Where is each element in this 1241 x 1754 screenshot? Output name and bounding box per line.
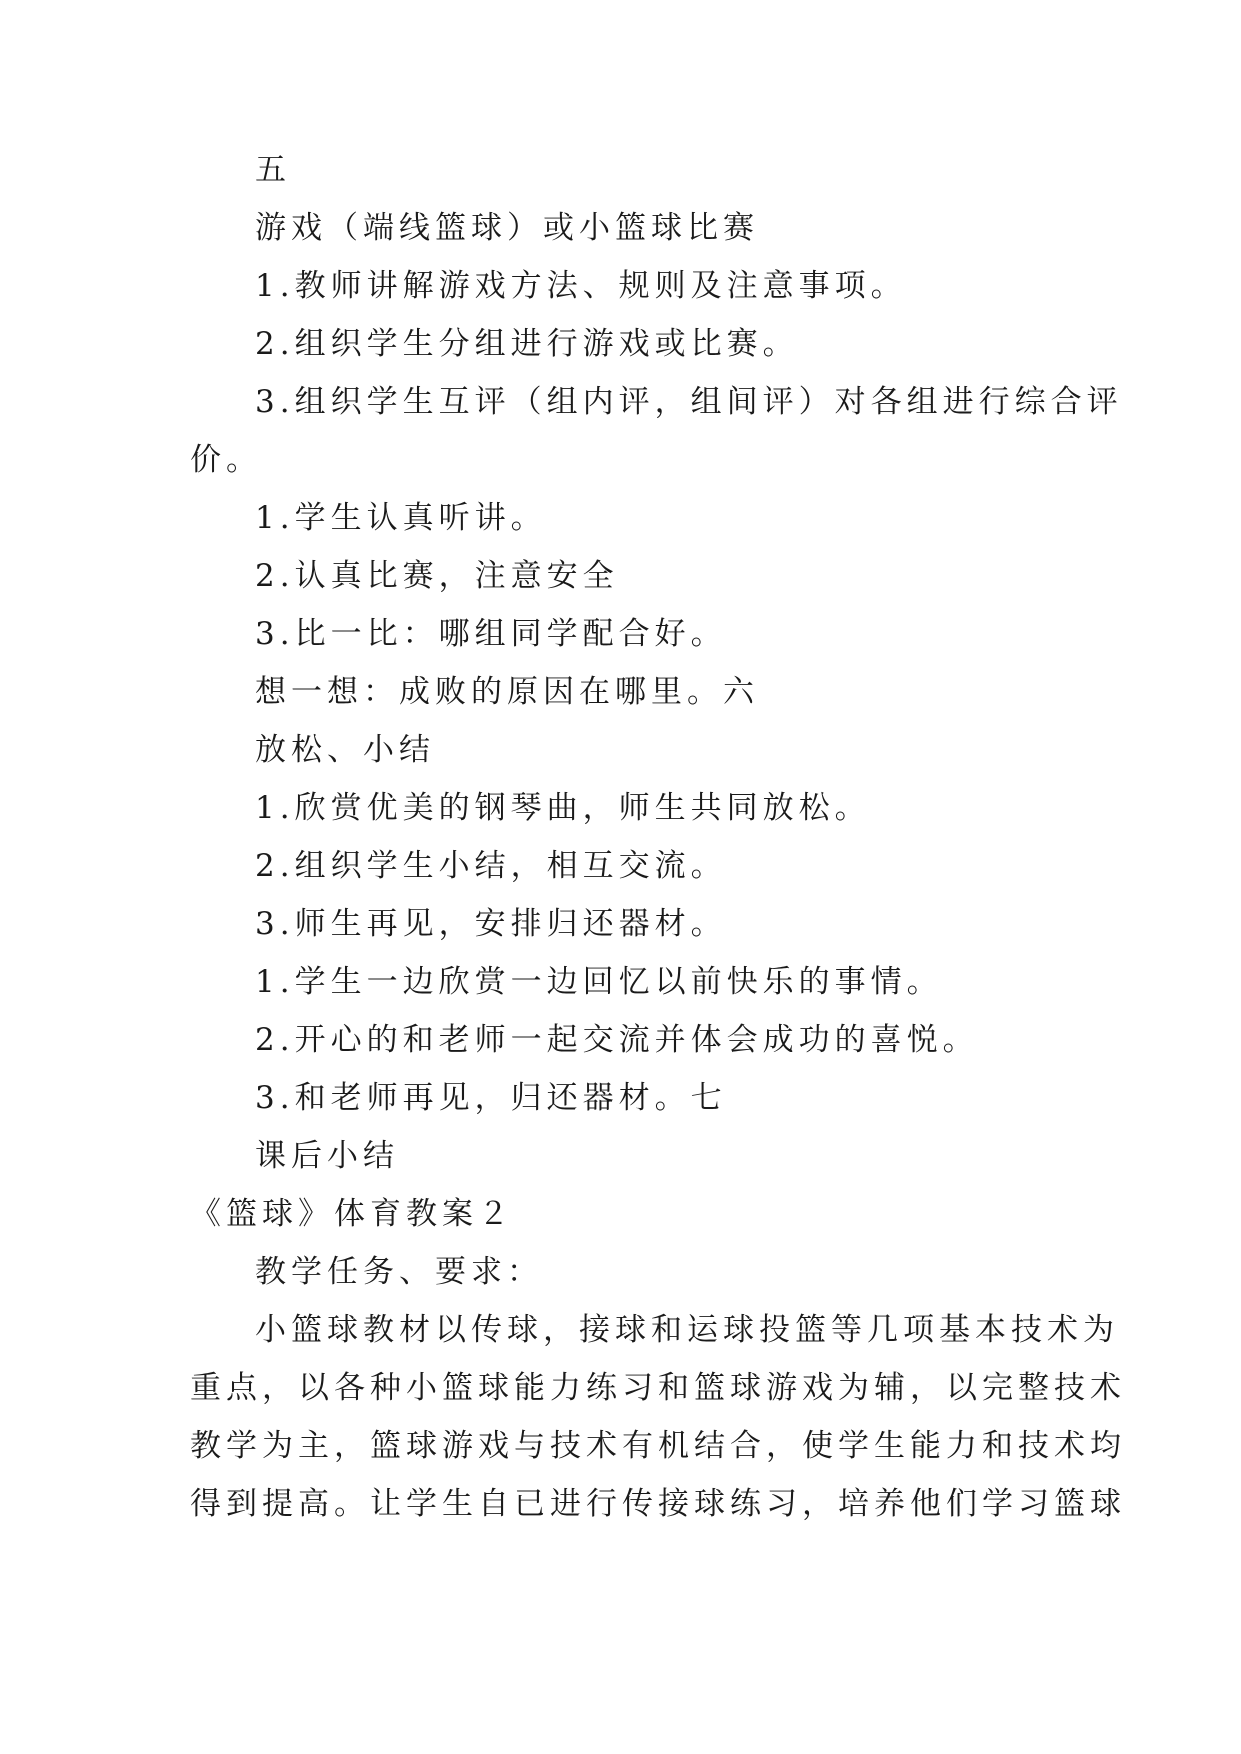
paragraph-line: 3.师生再见，安排归还器材。 [255,906,727,942]
paragraph-line: 3.组织学生互评（组内评，组间评）对各组进行综合评 [255,384,1123,420]
paragraph-line: 2.组织学生分组进行游戏或比赛。 [255,326,799,362]
paragraph-line: 1.欣赏优美的钢琴曲，师生共同放松。 [255,790,871,826]
section-heading: 教学任务、要求： [255,1254,543,1290]
paragraph-line: 1.学生认真听讲。 [255,500,547,536]
paragraph-line: 想一想：成败的原因在哪里。六 [255,674,759,710]
section-number: 五 [255,152,291,188]
section-heading: 游戏（端线篮球）或小篮球比赛 [255,210,759,246]
paragraph-line: 价。 [190,442,262,478]
paragraph-line: 2.开心的和老师一起交流并体会成功的喜悦。 [255,1022,979,1058]
paragraph-line: 教学为主，篮球游戏与技术有机结合，使学生能力和技术均 [190,1428,1126,1464]
paragraph-line: 1.教师讲解游戏方法、规则及注意事项。 [255,268,907,304]
paragraph-line: 小篮球教材以传球，接球和运球投篮等几项基本技术为 [255,1312,1119,1348]
document-title: 《篮球》体育教案２ [190,1196,514,1232]
paragraph-line: 重点，以各种小篮球能力练习和篮球游戏为辅，以完整技术 [190,1370,1126,1406]
paragraph-line: 得到提高。让学生自已进行传接球练习，培养他们学习篮球 [190,1486,1126,1522]
paragraph-line: 3.和老师再见，归还器材。七 [255,1080,727,1116]
section-heading: 课后小结 [255,1138,399,1174]
paragraph-line: 2.组织学生小结，相互交流。 [255,848,727,884]
paragraph-line: 1.学生一边欣赏一边回忆以前快乐的事情。 [255,964,943,1000]
paragraph-line: 3.比一比：哪组同学配合好。 [255,616,727,652]
paragraph-line: 2.认真比赛，注意安全 [255,558,619,594]
section-heading: 放松、小结 [255,732,435,768]
